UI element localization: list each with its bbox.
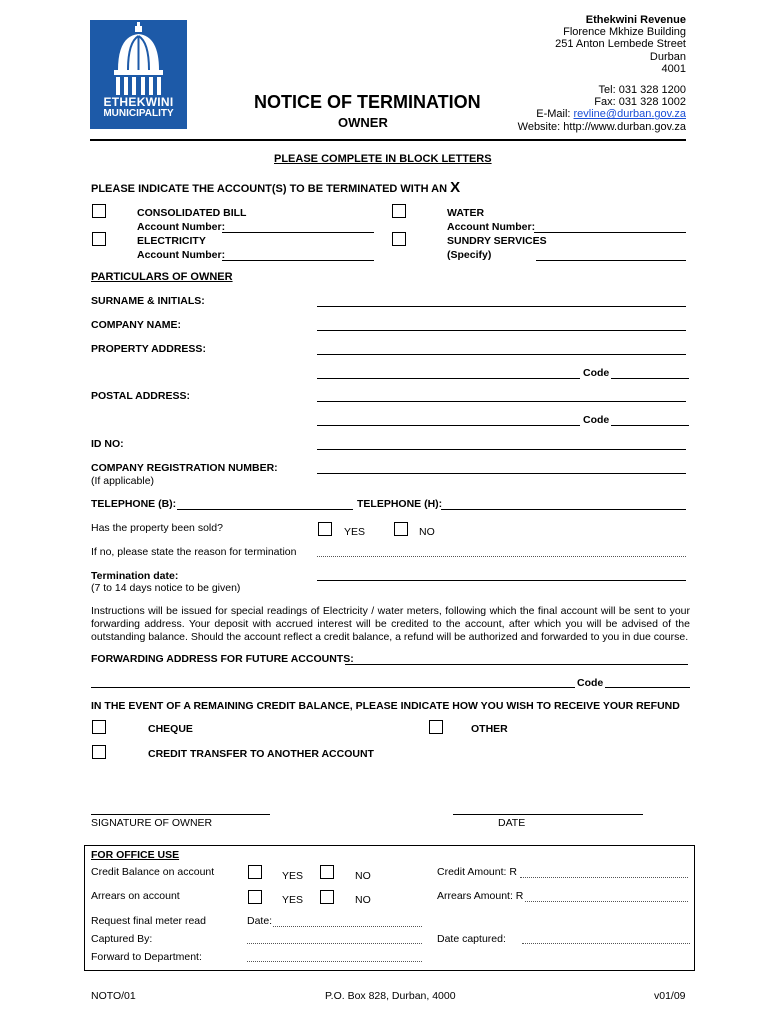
accounts-heading-text: PLEASE INDICATE THE ACCOUNT(S) TO BE TERMINATED WITH AN	[91, 183, 448, 195]
sold-no-label: NO	[419, 526, 435, 538]
consolidated-account-label: Account Number:	[137, 221, 226, 233]
address-name: Ethekwini Revenue	[585, 14, 686, 26]
telephone-b-line[interactable]	[177, 509, 353, 510]
credit-no-label: NO	[355, 870, 371, 882]
signature-line[interactable]	[91, 814, 270, 815]
arrears-no-checkbox[interactable]	[320, 890, 334, 904]
electricity-checkbox[interactable]	[92, 232, 106, 246]
arrears-label: Arrears on account	[91, 890, 180, 902]
arrears-yes-label: YES	[282, 894, 304, 906]
water-checkbox[interactable]	[392, 204, 406, 218]
credit-no-checkbox[interactable]	[320, 865, 334, 879]
address-code: 4001	[661, 62, 686, 75]
telephone-b-label: TELEPHONE (B):	[91, 498, 177, 510]
sold-yes-label: YES	[344, 526, 366, 538]
date-captured-line[interactable]	[522, 943, 690, 944]
forward-department-line[interactable]	[247, 961, 422, 962]
sundry-specify-line[interactable]	[536, 260, 686, 261]
date-line[interactable]	[453, 814, 643, 815]
contact-website: Website: http://www.durban.gov.za	[517, 120, 686, 133]
company-name-line[interactable]	[317, 330, 686, 331]
page-title: NOTICE OF TERMINATION	[254, 92, 481, 112]
property-address-label: PROPERTY ADDRESS:	[91, 343, 206, 355]
sold-yes-checkbox[interactable]	[318, 522, 332, 536]
header-divider	[90, 139, 686, 141]
termination-date-label: Termination date:	[91, 570, 179, 582]
credit-transfer-label: CREDIT TRANSFER TO ANOTHER ACCOUNT	[148, 748, 374, 760]
forward-department-label: Forward to Department:	[91, 951, 202, 963]
date-captured-label: Date captured:	[437, 933, 506, 945]
block-letters-note: PLEASE COMPLETE IN BLOCK LETTERS	[274, 153, 492, 165]
consolidated-bill-label: CONSOLIDATED BILL	[137, 207, 247, 219]
forwarding-code-label: Code	[577, 677, 604, 689]
consolidated-account-line[interactable]	[222, 232, 374, 233]
signature-label: SIGNATURE OF OWNER	[91, 817, 213, 829]
final-meter-date-line[interactable]	[273, 926, 422, 927]
logo-line-1: ETHEKWINI	[103, 95, 174, 109]
forwarding-line-1[interactable]	[345, 664, 688, 665]
instructions-text: Instructions will be issued for special readings of Electricity / water meters, following which the final account will be sent to your forwarding address. Your deposit with accrued interest will be credited to the account, after which you will be advised of the outstanding balance. Should the account reflect a credit balance, a refund will be authorized and forwarded to you in due course.	[91, 605, 690, 643]
credit-amount-line[interactable]	[520, 877, 688, 878]
water-account-line[interactable]	[534, 232, 686, 233]
footer-version: v01/09	[654, 990, 686, 1002]
company-reg-label: COMPANY REGISTRATION NUMBER:	[91, 462, 278, 474]
arrears-amount-label: Arrears Amount: R	[437, 890, 524, 902]
captured-by-line[interactable]	[247, 943, 422, 944]
sundry-label: SUNDRY SERVICES	[447, 235, 547, 247]
contact-tel: Tel: 031 328 1200	[598, 84, 686, 96]
final-meter-date-label: Date:	[247, 915, 273, 927]
other-checkbox[interactable]	[429, 720, 443, 734]
postal-address-label: POSTAL ADDRESS:	[91, 390, 190, 402]
property-address-line-1[interactable]	[317, 354, 686, 355]
cheque-checkbox[interactable]	[92, 720, 106, 734]
office-use-heading: FOR OFFICE USE	[91, 849, 180, 861]
final-meter-label: Request final meter read	[91, 915, 206, 927]
address-building: Florence Mkhize Building	[563, 26, 686, 39]
address-city: Durban	[649, 50, 686, 63]
reason-label: If no, please state the reason for termination	[91, 546, 297, 558]
credit-transfer-checkbox[interactable]	[92, 745, 106, 759]
termination-date-note: (7 to 14 days notice to be given)	[91, 582, 241, 594]
electricity-account-line[interactable]	[222, 260, 374, 261]
company-name-label: COMPANY NAME:	[91, 319, 182, 331]
refund-heading: IN THE EVENT OF A REMAINING CREDIT BALANCE, PLEASE INDICATE HOW YOU WISH TO RECEIVE YOUR REFUND	[91, 700, 680, 712]
owner-heading: PARTICULARS OF OWNER	[91, 271, 233, 283]
other-label: OTHER	[471, 723, 508, 735]
electricity-label: ELECTRICITY	[137, 235, 206, 247]
water-label: WATER	[447, 207, 485, 219]
cheque-label: CHEQUE	[148, 723, 193, 735]
surname-line[interactable]	[317, 306, 686, 307]
surname-label: SURNAME & INITIALS:	[91, 295, 205, 307]
electricity-account-label: Account Number:	[137, 249, 226, 261]
address-block	[460, 14, 686, 75]
postal-code-label: Code	[583, 414, 610, 426]
arrears-yes-checkbox[interactable]	[248, 890, 262, 904]
id-no-label: ID NO:	[91, 438, 124, 450]
forwarding-code-line[interactable]	[605, 687, 690, 688]
contact-email-link[interactable]: revline@durban.gov.za	[573, 108, 686, 121]
consolidated-bill-checkbox[interactable]	[92, 204, 106, 218]
credit-yes-label: YES	[282, 870, 304, 882]
property-code-label: Code	[583, 367, 610, 379]
address-street: 251 Anton Lembede Street	[555, 38, 686, 51]
contact-fax: Fax: 031 328 1002	[594, 96, 686, 109]
sundry-specify-label: (Specify)	[447, 249, 492, 261]
company-reg-line[interactable]	[317, 473, 686, 474]
contact-email-label: E-Mail:	[536, 108, 574, 121]
reason-line[interactable]	[317, 556, 686, 557]
id-no-line[interactable]	[317, 449, 686, 450]
postal-code-line[interactable]	[611, 425, 689, 426]
property-code-line[interactable]	[611, 378, 689, 379]
credit-balance-label: Credit Balance on account	[91, 866, 215, 878]
municipality-logo	[90, 20, 187, 129]
logo-line-2: MUNICIPALITY	[103, 108, 174, 119]
page-subtitle: OWNER	[338, 115, 388, 130]
postal-address-line-2[interactable]	[317, 425, 580, 426]
termination-date-line[interactable]	[317, 580, 686, 581]
telephone-h-line[interactable]	[441, 509, 686, 510]
sold-question: Has the property been sold?	[91, 522, 223, 534]
telephone-h-label: TELEPHONE (H):	[357, 498, 443, 510]
footer-po-box: P.O. Box 828, Durban, 4000	[325, 990, 456, 1002]
date-label: DATE	[498, 817, 526, 829]
arrears-no-label: NO	[355, 894, 371, 906]
forwarding-line-2[interactable]	[91, 687, 575, 688]
sundry-checkbox[interactable]	[392, 232, 406, 246]
credit-yes-checkbox[interactable]	[248, 865, 262, 879]
captured-by-label: Captured By:	[91, 933, 153, 945]
footer-code: NOTO/01	[91, 990, 136, 1002]
forwarding-label: FORWARDING ADDRESS FOR FUTURE ACCOUNTS:	[91, 653, 354, 665]
company-reg-note: (If applicable)	[91, 475, 155, 487]
sold-no-checkbox[interactable]	[394, 522, 408, 536]
water-account-label: Account Number:	[447, 221, 536, 233]
arrears-amount-line[interactable]	[525, 901, 688, 902]
property-address-line-2[interactable]	[317, 378, 580, 379]
x-mark: X	[450, 179, 461, 196]
credit-amount-label: Credit Amount: R	[437, 866, 517, 878]
accounts-heading	[91, 179, 460, 196]
postal-address-line-1[interactable]	[317, 401, 686, 402]
